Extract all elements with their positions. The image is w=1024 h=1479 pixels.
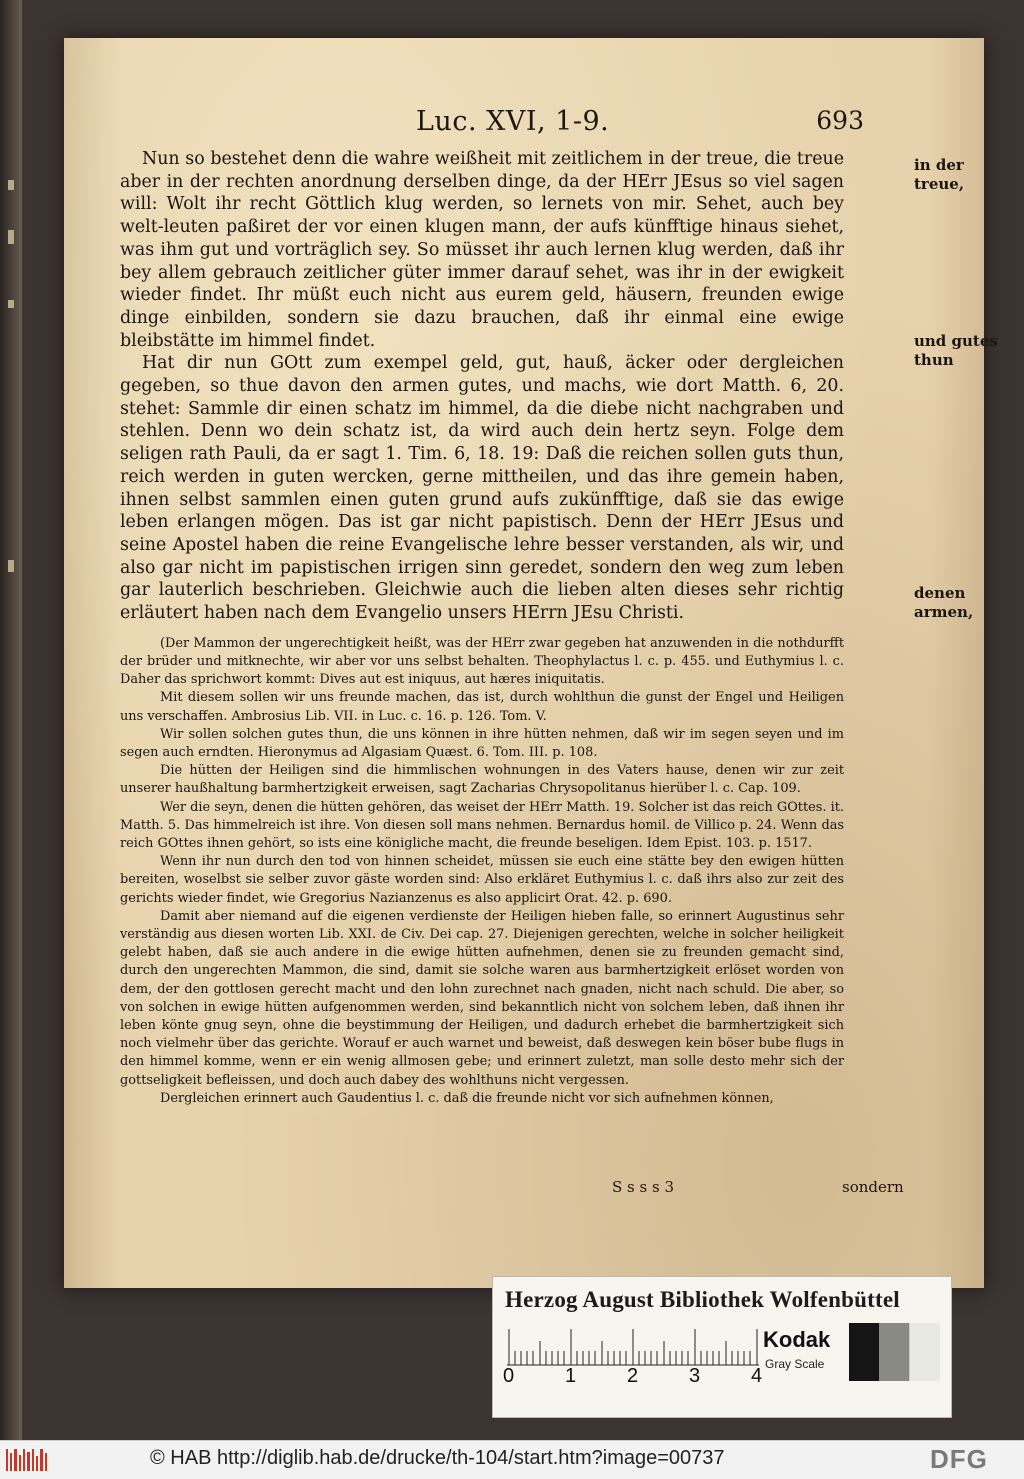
- adjacent-page-edge: [0, 0, 22, 1440]
- ruler-number: 0: [503, 1365, 515, 1387]
- paragraph-1: Nun so bestehet denn die wahre weißheit mit zeitlichem in der treue, die treue aber in der rechten anordnung derselben dinge, da der HErr JEsus so viel sagen will: Wolt ihr recht Göttlich klug werden, so lernets von mir. Sehet, auch bey welt-leuten paßiret der vor einen klugen mann, der aufs künfftige hinaus siehet, was ihm gut und vorträglich sey. So müsset ihr auch lernen klug werden, daß ihr bey allem gebrauch zeitlicher güter immer darauf sehet, was ihr in der ewigkeit wieder findet. Ihr müßt euch nicht aus eurem geld, häusern, freunden ewige dinge einbilden, sondern sie dazu brauchen, daß ihr einmal eine ewige bleibstätte im himmel findet.: [120, 149, 844, 351]
- catchword: sondern: [842, 1178, 904, 1196]
- library-name: Herzog August Bibliothek Wolfenbüttel: [505, 1287, 900, 1312]
- note-paragraph-2: Mit diesem sollen wir uns freunde machen, das ist, durch wohlthun die gunst der Engel und Heiligen uns verschaffen. Ambrosius Lib. VII. in Luc. c. 16. p. 126. Tom. V.: [120, 690, 844, 724]
- note-paragraph-6: Wenn ihr nun durch den tod von hinnen scheidet, müssen sie euch eine stätte bey den ewigen hütten bereiten, woselbst sie selber zuvor gäste worden sind: Also erkläret Euthymius l. c. daß ihrs also zur zeit des gerichts wieder findet, wie Gregorius Nazianzenus es also applicirt Orat. 42. p. 690.: [120, 854, 844, 906]
- note-paragraph-7: Damit aber niemand auf die eigenen verdienste der Heiligen hieben falle, so erinnert Augustinus sehr verständig aus diesen worten Lib. XXI. de Civ. Dei cap. 27. Diejenigen gerechten, welche in solcher heiligkeit gelebt haben, daß sie auch andere in die ewige hütten aufnehmen, denen sie zu freunden gemacht sind, durch den ungerechten Mammon, die sind, damit sie solche waren aus barmhertzigkeit erlöset worden von dem, der den gottlosen gerecht macht und den lohn zurechnet nach gnaden, nicht nach schuld. Die aber, so von solchen in ewige hütten aufgenommen werden, sind bekanntlich nicht von solchem leben, daß ihnen ihr leben könte gnug seyn, ohne die beystimmung der Heiligen, und dadurch erhebet die barmhertzigkeit sich noch vielmehr über das gerichte. Worauf er auch warnet und beweist, daß deswegen kein böser bube flugs in den himmel komme, wenn er ein wenig allmosen gebe; und erinnert zuletzt, man solle desto mehr sich der gottseligkeit befleissen, und doch auch dabey des wohlthuns nicht vergessen.: [120, 908, 844, 1088]
- margin-note-2: und gutes thun: [914, 332, 998, 369]
- note-paragraph-8: Dergleichen erinnert auch Gaudentius l. c. daß die freunde nicht vor sich aufnehmen können,: [160, 1090, 774, 1106]
- page-header: [64, 104, 984, 148]
- ruler-icon: [507, 1329, 759, 1367]
- footer-bar: [0, 1440, 1024, 1479]
- note-paragraph-5: Wer die seyn, denen die hütten gehören, das weiset der HErr Matth. 19. Solcher ist das reich GOttes. it. Matth. 5. Das himmelreich ist ihre. Von diesen soll mans nehmen. Bernardus homil. de Villico p. 24. Wenn das reich GOttes ihnen gehört, so ists eine königliche macht, die freunde beseligen. Idem Epist. 103. p. 1517.: [120, 799, 844, 851]
- ruler-number: 2: [627, 1365, 639, 1387]
- ruler-number: 4: [751, 1365, 763, 1387]
- note-paragraph-1: (Der Mammon der ungerechtigkeit heißt, was der HErr zwar gegeben hat anzuwenden in die nothdurfft der brüder und mitknechte, wir aber vor uns selbst behalten. Theophylactus l. c. p. 455. und Euthymius l. c. Daher das sprichwort kommt: Dives aut est iniquus, aut hæres iniquitatis.: [120, 635, 844, 688]
- gray-swatch-black: [849, 1323, 879, 1381]
- margin-note-1: in der treue,: [914, 156, 965, 193]
- gray-scale-label: Gray Scale: [765, 1357, 825, 1371]
- signature-mark: S s s s 3: [612, 1178, 674, 1196]
- hab-barcode-icon: [6, 1447, 48, 1473]
- copyright-link[interactable]: © HAB http://diglib.hab.de/drucke/th-104/start.htm?image=00737: [150, 1447, 725, 1469]
- gray-swatch-mid: [879, 1323, 909, 1381]
- library-color-target: [492, 1276, 952, 1418]
- body-text: [120, 148, 844, 1108]
- ruler-number: 1: [565, 1365, 577, 1387]
- gray-swatch-white: [909, 1323, 940, 1381]
- ruler-number: 3: [689, 1365, 701, 1387]
- dfg-logo: DFG: [930, 1444, 988, 1474]
- margin-note-3: denen armen,: [914, 584, 974, 621]
- running-title: Luc. XVI, 1-9.: [416, 106, 610, 137]
- kodak-brand: Kodak: [763, 1327, 831, 1352]
- paragraph-2: Hat dir nun GOtt zum exempel geld, gut, hauß, äcker oder dergleichen gegeben, so thue davon den armen gutes, und machs, wie dort Matth. 6, 20. stehet: Sammle dir einen schatz im himmel, da die diebe nicht nachgraben und stehlen. Denn wo dein schatz ist, da wird auch dein hertz seyn. Folge dem seligen rath Pauli, da er sagt 1. Tim. 6, 18. 19: Daß die reichen sollen guts thun, reich werden in guten wercken, gerne mittheilen, und das ihre gemein haben, ihnen selbst sammlen einen guten grund aufs zukünfftige, daß sie das ewige leben erlangen mögen. Das ist gar nicht papistisch. Denn der HErr JEsus und seine Apostel haben die reine Evangelische lehre besser verstanden, als wir, und also gar nicht im papistischen irrigen sinn geredet, sondern den weg zum leben gar lauterlich beschrieben. Gleichwie auch die lieben alten dieses sehr richtig erläutert haben nach dem Evangelio unsers HErrn JEsu Christi.: [120, 353, 844, 624]
- note-paragraph-3: Wir sollen solchen gutes thun, die uns können in ihre hütten nehmen, daß wir im segen seyen und im segen auch erndten. Hieronymus ad Algasiam Quæst. 6. Tom. III. p. 108.: [120, 726, 844, 760]
- page-number: 693: [816, 106, 864, 135]
- note-paragraph-4: Die hütten der Heiligen sind die himmlischen wohnungen in des Vaters hause, denen wir zur zeit unserer haußhaltung barmhertzigkeit erweisen, sagt Zacharias Chrysopolitanus hierüber l. c. Cap. 109.: [120, 763, 844, 797]
